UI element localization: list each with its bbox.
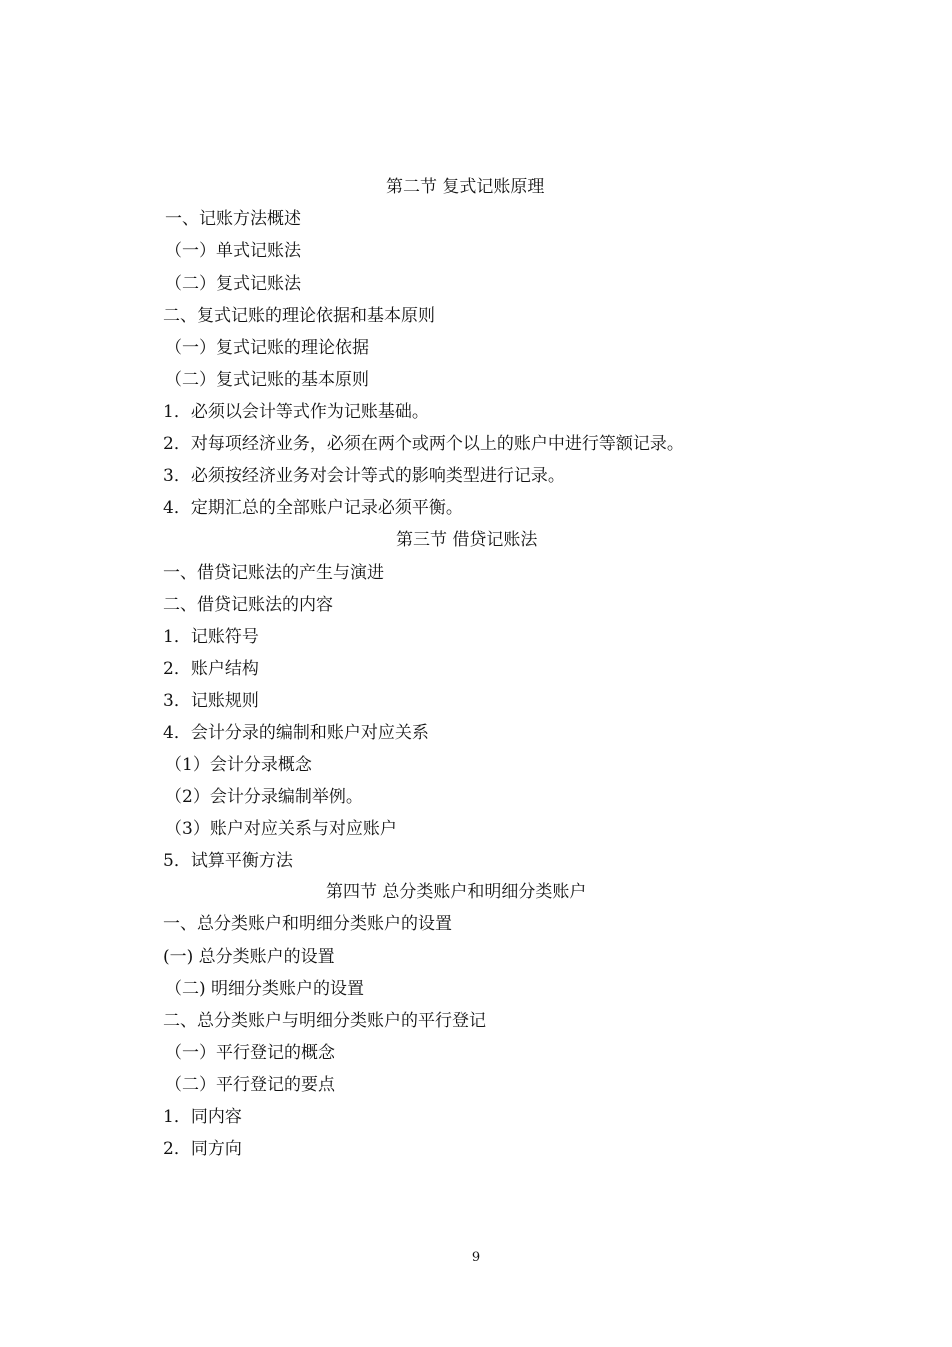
section-heading-2: 第二节 复式记账原理 (386, 177, 545, 197)
outline-item: 二、复式记账的理论依据和基本原则 (163, 306, 435, 326)
outline-item: （3）账户对应关系与对应账户 (165, 819, 397, 839)
page-number: 9 (471, 1250, 481, 1265)
outline-item: (一) 总分类账户的设置 (163, 947, 335, 967)
outline-item: 二、借贷记账法的内容 (163, 595, 333, 615)
outline-item: 4．会计分录的编制和账户对应关系 (163, 723, 429, 743)
outline-item: （一）平行登记的概念 (165, 1043, 335, 1063)
outline-item: 2．对每项经济业务，必须在两个或两个以上的账户中进行等额记录。 (163, 434, 684, 454)
outline-item: 3．必须按经济业务对会计等式的影响类型进行记录。 (163, 466, 565, 486)
outline-item: 1．记账符号 (163, 627, 259, 647)
outline-item: （一）单式记账法 (165, 241, 301, 261)
outline-item: （2）会计分录编制举例。 (165, 787, 363, 807)
outline-item: 1．必须以会计等式作为记账基础。 (163, 402, 429, 422)
outline-item: （二）复式记账的基本原则 (165, 370, 369, 390)
outline-item: 2．账户结构 (163, 659, 259, 679)
outline-item: （二）平行登记的要点 (165, 1075, 335, 1095)
outline-item: 4．定期汇总的全部账户记录必须平衡。 (163, 498, 463, 518)
outline-item: （二）复式记账法 (165, 274, 301, 294)
outline-item: （1）会计分录概念 (165, 755, 312, 775)
outline-item: 2．同方向 (163, 1139, 242, 1159)
outline-item: 一、借贷记账法的产生与演进 (163, 563, 384, 583)
outline-item: （一）复式记账的理论依据 (165, 338, 369, 358)
outline-item: 一、记账方法概述 (165, 209, 301, 229)
outline-item: 5．试算平衡方法 (163, 851, 293, 871)
section-heading-4: 第四节 总分类账户和明细分类账户 (326, 882, 587, 902)
outline-item: 一、总分类账户和明细分类账户的设置 (163, 914, 452, 934)
outline-item: 3．记账规则 (163, 691, 259, 711)
outline-item: （二) 明细分类账户的设置 (165, 979, 365, 999)
section-heading-3: 第三节 借贷记账法 (396, 530, 538, 550)
outline-item: 1．同内容 (163, 1107, 242, 1127)
outline-item: 二、总分类账户与明细分类账户的平行登记 (163, 1011, 486, 1031)
